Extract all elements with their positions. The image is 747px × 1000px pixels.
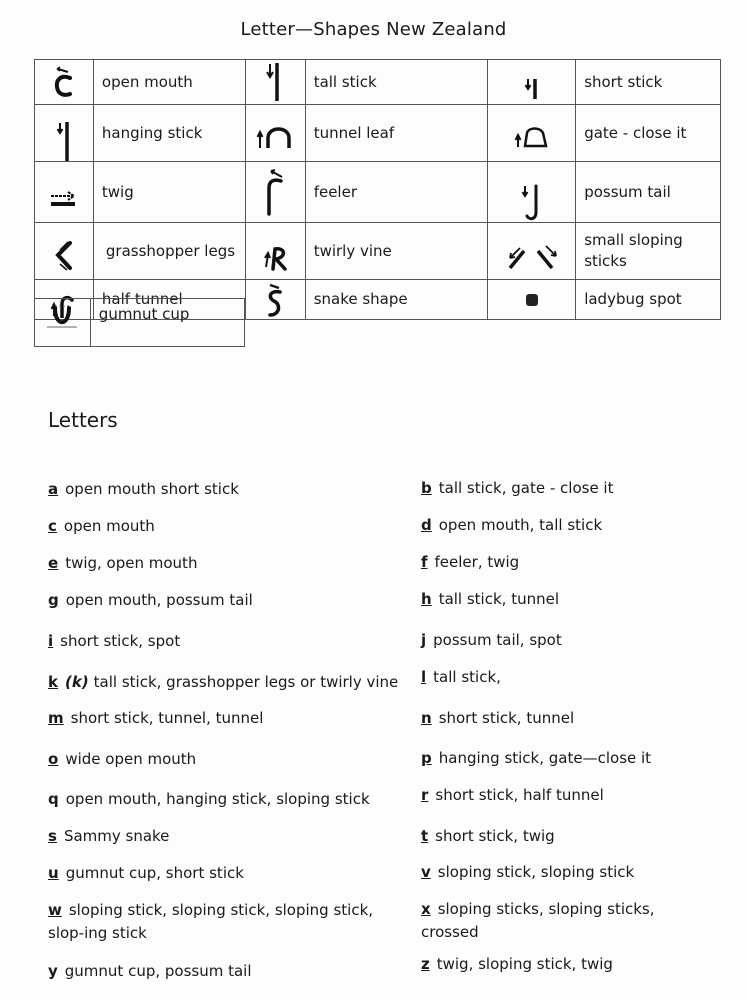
hanging-stick-icon — [56, 119, 72, 161]
letter-description: tall stick, grasshopper legs or twirly vine — [93, 673, 399, 691]
snake-shape-icon — [265, 282, 285, 318]
letter-entry-j — [421, 629, 562, 652]
shape-icon-cell — [245, 162, 305, 223]
shape-label: open mouth — [93, 60, 245, 105]
letter-glyph: j — [421, 631, 427, 649]
shape-icon-cell — [35, 299, 91, 347]
possum-tail-icon — [521, 182, 543, 222]
letter-description: feeler, twig — [434, 553, 520, 571]
table-row — [35, 105, 721, 162]
letter-glyph: k — [48, 673, 58, 691]
letter-description: sloping sticks, sloping sticks, crossed — [421, 900, 655, 941]
letter-shapes-table — [34, 59, 721, 320]
letter-glyph: y — [48, 962, 58, 980]
shape-icon-cell — [245, 105, 305, 162]
shape-icon-cell — [488, 60, 576, 105]
gumnut-cup-table — [34, 298, 245, 347]
letter-entry-h — [421, 588, 559, 611]
letter-glyph: s — [48, 827, 57, 845]
table-row — [35, 299, 245, 347]
letter-description: wide open mouth — [65, 750, 197, 768]
shape-icon-cell — [35, 223, 94, 280]
letter-description: sloping stick, sloping stick, sloping stick, slop-ing stick — [48, 901, 374, 942]
letter-entry-v — [421, 861, 634, 884]
letter-description: sloping stick, sloping stick — [437, 863, 635, 881]
letter-glyph: f — [421, 553, 428, 571]
shape-label: possum tail — [576, 162, 721, 223]
shape-icon-cell — [35, 60, 94, 105]
shape-icon-cell — [245, 60, 305, 105]
short-stick-icon — [524, 75, 540, 101]
letter-description: open mouth, possum tail — [65, 591, 253, 609]
letter-glyph: c — [48, 517, 57, 535]
letter-entry-y — [48, 960, 252, 983]
letter-glyph: r — [421, 786, 429, 804]
letter-glyph: u — [48, 864, 59, 882]
tunnel-leaf-icon — [256, 124, 294, 150]
shape-label: hanging stick — [93, 105, 245, 162]
letter-glyph: h — [421, 590, 432, 608]
letter-description: Sammy snake — [63, 827, 170, 845]
letter-entry-w — [48, 899, 408, 945]
letter-description: twig, sloping stick, twig — [436, 955, 613, 973]
shape-icon-cell — [488, 162, 576, 223]
letter-entry-a — [48, 478, 239, 501]
letter-description: open mouth, hanging stick, sloping stick — [65, 790, 370, 808]
shape-icon-cell — [488, 223, 576, 280]
twig-icon — [49, 187, 79, 209]
letter-description: short stick, twig — [435, 827, 555, 845]
letter-glyph: p — [421, 749, 432, 767]
letter-description: open mouth, tall stick — [438, 516, 603, 534]
letter-description: short stick, tunnel — [438, 709, 575, 727]
letter-entry-e — [48, 552, 197, 575]
letter-entry-s — [48, 825, 169, 848]
letter-entry-c — [48, 515, 155, 538]
letter-glyph: q — [48, 790, 59, 808]
shape-label: tall stick — [305, 60, 488, 105]
letter-description: hanging stick, gate—close it — [438, 749, 652, 767]
shape-label: gate - close it — [576, 105, 721, 162]
twirly-vine-icon — [261, 245, 289, 271]
shape-label: gumnut cup — [90, 299, 244, 347]
letter-description: short stick, spot — [60, 632, 181, 650]
letter-entry-x — [421, 898, 676, 944]
feeler-icon — [263, 168, 287, 216]
letter-description: gumnut cup, short stick — [65, 864, 244, 882]
shape-icon-cell — [35, 105, 94, 162]
shape-icon-cell — [35, 162, 94, 223]
letter-glyph: d — [421, 516, 432, 534]
letter-entry-r — [421, 784, 604, 807]
letter-glyph: a — [48, 480, 59, 498]
letter-description: open mouth short stick — [65, 480, 239, 498]
letter-description: tall stick, tunnel — [438, 590, 559, 608]
letter-description: tall stick, gate - close it — [438, 479, 614, 497]
letter-glyph: e — [48, 554, 59, 572]
letter-glyph: v — [421, 863, 431, 881]
letter-entry-z — [421, 953, 613, 976]
shape-label: small sloping sticks — [576, 223, 721, 280]
letter-glyph: z — [421, 955, 430, 973]
shape-icon-cell — [488, 105, 576, 162]
letter-glyph: i — [48, 632, 54, 650]
letter-glyph: n — [421, 709, 432, 727]
letter-entry-t — [421, 825, 555, 848]
letter-glyph: g — [48, 591, 59, 609]
shape-label: half tunnel — [93, 280, 245, 320]
letter-description: possum tail, spot — [433, 631, 562, 649]
shape-icon-cell — [488, 280, 576, 320]
letter-description: gumnut cup, possum tail — [64, 962, 252, 980]
letter-glyph: x — [421, 900, 431, 918]
letter-entry-m — [48, 707, 263, 730]
gumnut-cup-icon — [45, 303, 79, 331]
letter-alt-glyph: (k) — [64, 673, 89, 691]
letter-glyph: t — [421, 827, 429, 845]
letter-entry-f — [421, 551, 519, 574]
letter-glyph: w — [48, 901, 62, 919]
table-row — [35, 223, 721, 280]
shape-label: snake shape — [305, 280, 488, 320]
letter-entry-n — [421, 707, 574, 730]
letter-entry-p — [421, 747, 651, 770]
letter-glyph: o — [48, 750, 59, 768]
letter-description: short stick, tunnel, tunnel — [70, 709, 264, 727]
shape-label: short stick — [576, 60, 721, 105]
ladybug-spot-icon — [524, 292, 540, 308]
letter-description: short stick, half tunnel — [435, 786, 604, 804]
tall-stick-icon — [265, 61, 285, 103]
shape-label: tunnel leaf — [305, 105, 488, 162]
letter-entry-i — [48, 630, 180, 653]
gate-icon — [514, 125, 550, 149]
letter-entry-k — [48, 671, 398, 694]
letter-glyph: m — [48, 709, 64, 727]
letter-entry-b — [421, 477, 613, 500]
letter-entry-l — [421, 666, 501, 689]
page-title: Letter—Shapes New Zealand — [240, 19, 507, 40]
shape-label: twirly vine — [305, 223, 488, 280]
shape-label: feeler — [305, 162, 488, 223]
letter-entry-g — [48, 589, 253, 612]
letter-description: twig, open mouth — [65, 554, 198, 572]
letter-entry-u — [48, 862, 244, 885]
shape-label: ladybug spot — [576, 280, 721, 320]
letter-description: open mouth — [63, 517, 155, 535]
table-row — [35, 162, 721, 223]
grasshopper-legs-icon — [52, 240, 76, 272]
letter-glyph: l — [421, 668, 427, 686]
letter-entry-o — [48, 748, 196, 771]
open-mouth-icon — [52, 65, 76, 99]
shape-label: twig — [93, 162, 245, 223]
letter-description: tall stick, — [433, 668, 501, 686]
table-row — [35, 60, 721, 105]
small-sloping-sticks-icon — [504, 242, 560, 270]
letter-entry-q — [48, 788, 370, 811]
shape-icon-cell — [245, 280, 305, 320]
shape-label: grasshopper legs — [93, 223, 245, 280]
letter-entry-d — [421, 514, 602, 537]
letter-glyph: b — [421, 479, 432, 497]
shape-icon-cell — [245, 223, 305, 280]
letters-heading: Letters — [48, 408, 118, 432]
